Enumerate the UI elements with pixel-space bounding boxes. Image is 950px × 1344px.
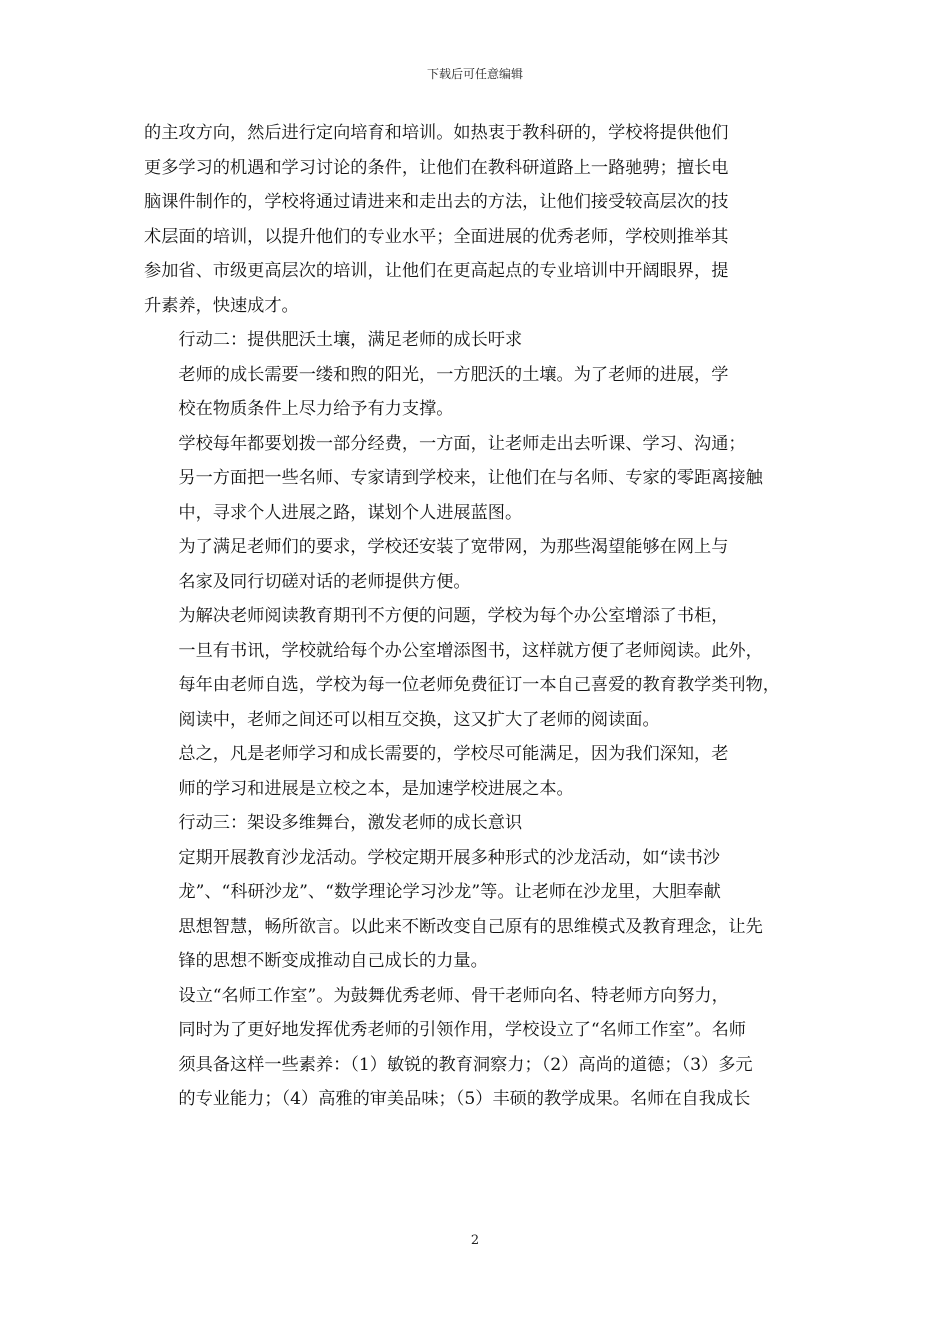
paragraph [144, 427, 809, 531]
text-line: 须具备这样一些素养：（1）敏锐的教育洞察力；（2）高尚的道德；（3）多元 [178, 1054, 753, 1075]
paragraph [144, 599, 809, 737]
document-body [144, 116, 809, 1117]
text-line: 一旦有书讯，学校就给每个办公室增添图书，这样就方便了老师阅读。此外， [178, 640, 763, 661]
text-line: 定期开展教育沙龙活动。学校定期开展多种形式的沙龙活动，如“读书沙 [178, 847, 720, 868]
text-line: 名家及同行切磋对话的老师提供方便。 [178, 571, 471, 592]
text-line: 锋的思想不断变成推动自己成长的力量。 [178, 951, 488, 971]
text-line: 师的学习和进展是立校之本，是加速学校进展之本。 [178, 778, 574, 799]
text-line: 思想智慧，畅所欲言。以此来不断改变自己原有的思维模式及教育理念，让先 [178, 916, 763, 937]
page-header: 下载后可任意编辑 [426, 67, 523, 81]
text-line: 学校每年都要划拨一部分经费，一方面，让老师走出去听课、学习、沟通； [178, 433, 746, 454]
text-line: 另一方面把一些名师、专家请到学校来，让他们在与名师、专家的零距离接触 [178, 468, 763, 488]
paragraph [144, 323, 809, 358]
text-line: 阅读中，老师之间还可以相互交换，这又扩大了老师的阅读面。 [178, 709, 660, 730]
text-line: 每年由老师自选，学校为每一位老师免费征订一本自己喜爱的教育教学类刊物， [178, 675, 780, 695]
text-line: 的主攻方向，然后进行定向培育和培训。如热衷于教科研的，学校将提供他们 [144, 123, 729, 143]
text-line: 术层面的培训，以提升他们的专业水平；全面进展的优秀老师，学校则推举其 [144, 226, 729, 247]
text-line: 同时为了更好地发挥优秀老师的引领作用，学校设立了“名师工作室”。名师 [178, 1020, 746, 1040]
paragraph [144, 841, 809, 979]
text-line: 参加省、市级更高层次的培训，让他们在更高起点的专业培训中开阔眼界，提 [144, 261, 729, 281]
paragraph [144, 116, 809, 323]
text-line: 行动三：架设多维舞台，激发老师的成长意识 [178, 813, 523, 833]
text-line: 中，寻求个人进展之路，谋划个人进展蓝图。 [178, 502, 523, 523]
paragraph [144, 979, 809, 1117]
text-line: 为了满足老师们的要求，学校还安装了宽带网，为那些渴望能够在网上与 [178, 537, 729, 557]
text-line: 老师的成长需要一缕和煦的阳光，一方肥沃的土壤。为了老师的进展，学 [178, 364, 729, 385]
text-line: 脑课件制作的，学校将通过请进来和走出去的方法，让他们接受较高层次的技 [144, 192, 729, 212]
text-line: 总之，凡是老师学习和成长需要的，学校尽可能满足，因为我们深知，老 [178, 744, 729, 764]
page-number: 2 [470, 1233, 480, 1248]
text-line: 行动二：提供肥沃土壤，满足老师的成长吁求 [178, 330, 523, 350]
text-line: 升素养，快速成才。 [144, 295, 299, 316]
paragraph [144, 806, 809, 841]
paragraph [144, 358, 809, 427]
paragraph [144, 737, 809, 806]
text-line: 设立“名师工作室”。为鼓舞优秀老师、骨干老师向名、特老师方向努力， [178, 985, 729, 1006]
text-line: 为解决老师阅读教育期刊不方便的问题，学校为每个办公室增添了书柜， [178, 606, 729, 626]
text-line: 更多学习的机遇和学习讨论的条件，让他们在教科研道路上一路驰骋；擅长电 [144, 157, 729, 178]
text-line: 的专业能力；（4）高雅的审美品味；（5）丰硕的教学成果。名师在自我成长 [178, 1089, 751, 1109]
text-line: 龙”、“科研沙龙”、“数学理论学习沙龙”等。让老师在沙龙里，大胆奉献 [178, 882, 721, 902]
paragraph [144, 530, 809, 599]
text-line: 校在物质条件上尽力给予有力支撑。 [178, 399, 454, 419]
